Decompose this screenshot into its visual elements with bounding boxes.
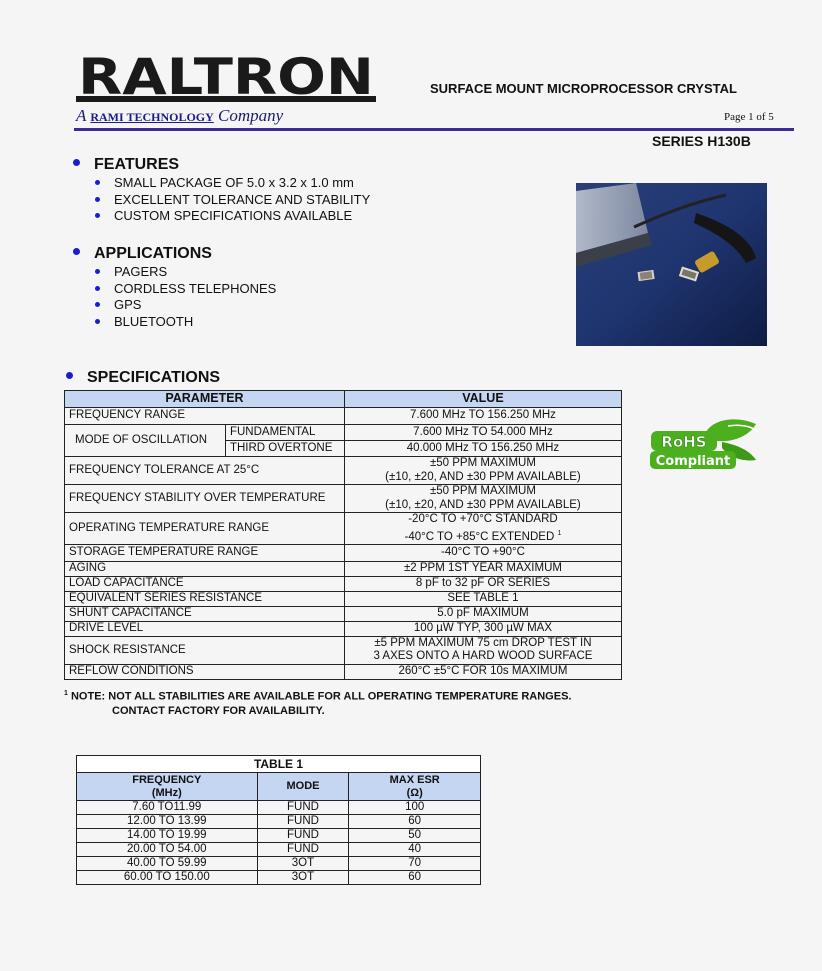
table-row: 14.00 TO 19.99 FUND 50 bbox=[77, 829, 481, 843]
bullet-icon bbox=[95, 213, 100, 218]
table-row: MODE OF OSCILLATION FUNDAMENTAL 7.600 MHz TO 54.000 MHz bbox=[65, 425, 622, 441]
series-label: SERIES H130B bbox=[652, 133, 751, 149]
specifications-heading: SPECIFICATIONS bbox=[66, 369, 220, 387]
table-header-row: FREQUENCY (MHz) MODE MAX ESR (Ω) bbox=[77, 773, 481, 801]
header-rule bbox=[74, 128, 794, 131]
list-item: BLUETOOTH bbox=[95, 314, 276, 331]
table-header-row bbox=[65, 391, 622, 408]
tagline: A RAMI TECHNOLOGY Company bbox=[76, 106, 284, 125]
list-item: EXCELLENT TOLERANCE AND STABILITY bbox=[95, 192, 370, 209]
table-row: OPERATING TEMPERATURE RANGE -20°C TO +70°C STANDARD -40°C TO +85°C EXTENDED $^1$ bbox=[65, 513, 622, 545]
table-row: FREQUENCY TOLERANCE AT 25°C ±50 PPM MAXIMUM (±10, ±20, AND ±30 PPM AVAILABLE) bbox=[65, 457, 622, 485]
specifications-table bbox=[64, 390, 622, 680]
product-photo bbox=[576, 183, 767, 346]
rohs-text: RoHS bbox=[661, 433, 707, 451]
list-item: SMALL PACKAGE OF 5.0 x 3.2 x 1.0 mm bbox=[95, 175, 370, 192]
esr-table bbox=[76, 755, 481, 885]
applications-list bbox=[95, 264, 276, 330]
bullet-icon bbox=[95, 269, 100, 274]
page-number: Page 1 of 5 bbox=[724, 111, 774, 123]
footnote: $^1$ NOTE: NOT ALL STABILITIES ARE AVAILABLE FOR ALL OPERATING TEMPERATURE RANGES. CONTACT FACTORY FOR AVAILABILITY. bbox=[64, 690, 572, 717]
rohs-compliant-badge bbox=[648, 418, 762, 474]
table-row: SHOCK RESISTANCE ±5 PPM MAXIMUM 75 cm DROP TEST IN 3 AXES ONTO A HARD WOOD SURFACE bbox=[65, 636, 622, 664]
list-item: PAGERS bbox=[95, 264, 276, 281]
table-row: 60.00 TO 150.00 3OT 60 bbox=[77, 871, 481, 885]
list-item: CORDLESS TELEPHONES bbox=[95, 281, 276, 298]
table-row: SHUNT CAPACITANCE 5.0 pF MAXIMUM bbox=[65, 606, 622, 621]
table-row: 20.00 TO 54.00 FUND 40 bbox=[77, 843, 481, 857]
raltron-logo bbox=[76, 52, 376, 104]
table-row: EQUIVALENT SERIES RESISTANCE SEE TABLE 1 bbox=[65, 591, 622, 606]
bullet-icon bbox=[73, 159, 80, 166]
table-row: REFLOW CONDITIONS 260°C ±5°C FOR 10s MAXIMUM bbox=[65, 664, 622, 679]
bullet-icon bbox=[66, 372, 73, 379]
list-item: CUSTOM SPECIFICATIONS AVAILABLE bbox=[95, 208, 370, 225]
bullet-icon bbox=[95, 197, 100, 202]
list-item: GPS bbox=[95, 297, 276, 314]
table-row: FREQUENCY RANGE 7.600 MHz TO 156.250 MHz bbox=[65, 408, 622, 425]
bullet-icon bbox=[73, 248, 80, 255]
table-row: FREQUENCY STABILITY OVER TEMPERATURE ±50 PPM MAXIMUM (±10, ±20, AND ±30 PPM AVAILABLE) bbox=[65, 485, 622, 513]
features-list bbox=[95, 175, 370, 225]
bullet-icon bbox=[95, 302, 100, 307]
table-row: 12.00 TO 13.99 FUND 60 bbox=[77, 815, 481, 829]
table-caption: TABLE 1 bbox=[77, 756, 481, 773]
logo-text: RALTRON bbox=[78, 52, 374, 104]
table-row: DRIVE LEVEL 100 µW TYP, 300 µW MAX bbox=[65, 621, 622, 636]
table-row: STORAGE TEMPERATURE RANGE -40°C TO +90°C bbox=[65, 544, 622, 561]
bullet-icon bbox=[95, 319, 100, 324]
table-row: THIRD OVERTONE 40.000 MHz TO 156.250 MHz bbox=[65, 441, 622, 457]
table-row: LOAD CAPACITANCE 8 pF to 32 pF OR SERIES bbox=[65, 576, 622, 591]
table-row: 40.00 TO 59.99 3OT 70 bbox=[77, 857, 481, 871]
document-title: SURFACE MOUNT MICROPROCESSOR CRYSTAL bbox=[430, 81, 737, 96]
value-header: VALUE bbox=[344, 391, 621, 408]
bullet-icon bbox=[95, 180, 100, 185]
table-row: AGING ±2 PPM 1ST YEAR MAXIMUM bbox=[65, 561, 622, 576]
features-heading: FEATURES bbox=[73, 156, 179, 174]
bullet-icon bbox=[95, 286, 100, 291]
compliant-text: Compliant bbox=[655, 454, 731, 469]
applications-heading: APPLICATIONS bbox=[73, 245, 212, 263]
param-header: PARAMETER bbox=[65, 391, 345, 408]
tagline-brand: RAMI TECHNOLOGY bbox=[90, 110, 214, 124]
table-row: 7.60 TO11.99 FUND 100 bbox=[77, 801, 481, 815]
